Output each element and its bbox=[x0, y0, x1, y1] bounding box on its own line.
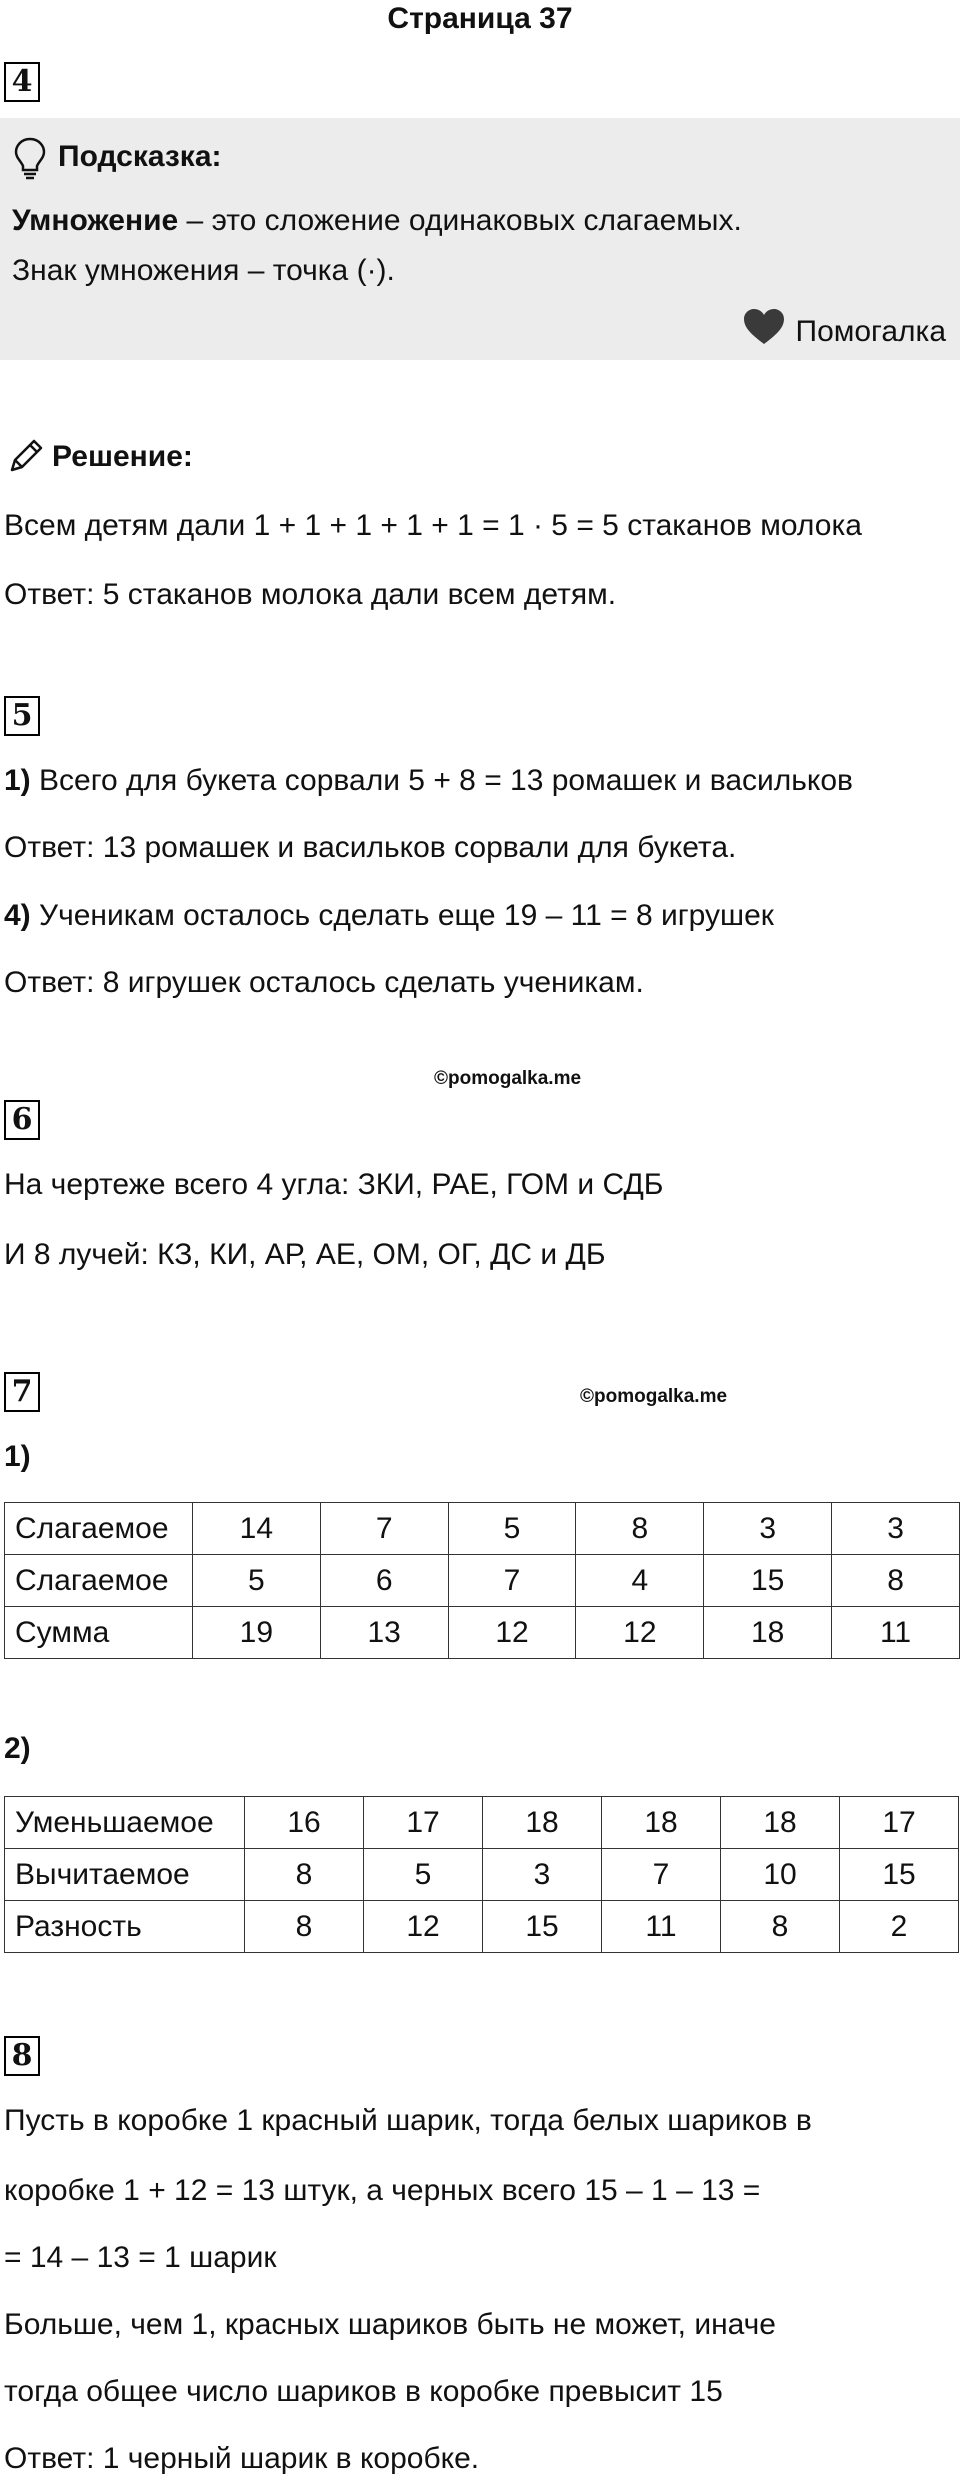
table-cell: 16 bbox=[245, 1797, 364, 1849]
pencil-icon bbox=[6, 436, 46, 481]
table-row bbox=[5, 1849, 959, 1901]
table-cell: 18 bbox=[602, 1797, 721, 1849]
table-cell: 3 bbox=[704, 1503, 832, 1555]
table-cell: 11 bbox=[832, 1607, 960, 1659]
table-cell: 18 bbox=[704, 1607, 832, 1659]
table-cell: 2 bbox=[840, 1901, 959, 1953]
table-cell: 8 bbox=[245, 1901, 364, 1953]
brand-label bbox=[742, 308, 947, 356]
task-number-5: 5 bbox=[4, 696, 40, 736]
task4-line: Всем детям дали 1 + 1 + 1 + 1 + 1 = 1 · 5 = 5 стаканов молока bbox=[4, 509, 862, 542]
task5-item4-text: Ученикам осталось сделать еще 19 – 11 = 8 игрушек bbox=[30, 899, 774, 932]
task6-rays: И 8 лучей: КЗ, КИ, АР, АЕ, ОМ, ОГ, ДС и ДБ bbox=[4, 1238, 606, 1271]
watermark: ©pomogalka.me bbox=[580, 1386, 728, 1407]
task5-item4-label: 4) bbox=[4, 899, 31, 932]
task5-item1-text: Всего для букета сорвали 5 + 8 = 13 ромашек и васильков bbox=[30, 764, 853, 797]
table-cell: 10 bbox=[721, 1849, 840, 1901]
table-cell: 3 bbox=[483, 1849, 602, 1901]
page-title: Страница 37 bbox=[387, 2, 573, 35]
hint-definition-text: – это сложение одинаковых слагаемых. bbox=[178, 204, 742, 237]
table-cell: 7 bbox=[320, 1503, 448, 1555]
table-cell: 8 bbox=[576, 1503, 704, 1555]
table-cell: 12 bbox=[448, 1607, 576, 1659]
task5-item4 bbox=[4, 897, 774, 935]
task5-item1 bbox=[4, 762, 853, 800]
table-row bbox=[5, 1503, 960, 1555]
table-row bbox=[5, 1607, 960, 1659]
table-cell: 8 bbox=[832, 1555, 960, 1607]
table-row bbox=[5, 1901, 959, 1953]
task6-angles: На чертеже всего 4 угла: ЗКИ, РАЕ, ГОМ и СДБ bbox=[4, 1168, 664, 1201]
task8-answer: Ответ: 1 черный шарик в коробке. bbox=[4, 2442, 480, 2475]
hint-definition bbox=[12, 202, 742, 240]
table-cell: 5 bbox=[192, 1555, 320, 1607]
table-cell: 12 bbox=[576, 1607, 704, 1659]
table-cell: 5 bbox=[448, 1503, 576, 1555]
task8-line: = 14 – 13 = 1 шарик bbox=[4, 2241, 277, 2274]
table-cell: 8 bbox=[245, 1849, 364, 1901]
table-cell: 17 bbox=[364, 1797, 483, 1849]
task7-part1-label: 1) bbox=[4, 1440, 31, 1473]
task-number-4: 4 bbox=[4, 62, 40, 102]
table-cell: 15 bbox=[483, 1901, 602, 1953]
task-number-6: 6 bbox=[4, 1100, 40, 1140]
table-cell: 6 bbox=[320, 1555, 448, 1607]
task5-answer1: Ответ: 13 ромашек и васильков сорвали для букета. bbox=[4, 831, 737, 864]
task8-line: Больше, чем 1, красных шариков быть не может, иначе bbox=[4, 2308, 776, 2341]
table-cell: 5 bbox=[364, 1849, 483, 1901]
hint-multiplication-sign: Знак умножения – точка (·). bbox=[12, 254, 395, 287]
task8-line: Пусть в коробке 1 красный шарик, тогда белых шариков в bbox=[4, 2104, 812, 2137]
table-cell: 13 bbox=[320, 1607, 448, 1659]
hint-term: Умножение bbox=[12, 204, 179, 237]
table-cell: 15 bbox=[840, 1849, 959, 1901]
table-cell: 15 bbox=[704, 1555, 832, 1607]
table-cell: 8 bbox=[721, 1901, 840, 1953]
row-header: Слагаемое bbox=[5, 1503, 193, 1555]
table-row bbox=[5, 1797, 959, 1849]
addition-table bbox=[4, 1502, 960, 1659]
watermark: ©pomogalka.me bbox=[434, 1068, 582, 1089]
task-number-8: 8 bbox=[4, 2036, 40, 2076]
solution-title: Решение: bbox=[52, 440, 193, 473]
hint-title: Подсказка: bbox=[58, 140, 222, 173]
heart-icon bbox=[742, 308, 786, 356]
row-header: Сумма bbox=[5, 1607, 193, 1659]
table-cell: 7 bbox=[448, 1555, 576, 1607]
task7-part2-label: 2) bbox=[4, 1732, 31, 1765]
row-header: Вычитаемое bbox=[5, 1849, 245, 1901]
table-cell: 17 bbox=[840, 1797, 959, 1849]
hint-box bbox=[0, 118, 960, 360]
row-header: Разность bbox=[5, 1901, 245, 1953]
table-cell: 4 bbox=[576, 1555, 704, 1607]
table-cell: 11 bbox=[602, 1901, 721, 1953]
brand-name: Помогалка bbox=[795, 315, 946, 348]
row-header: Слагаемое bbox=[5, 1555, 193, 1607]
table-cell: 14 bbox=[192, 1503, 320, 1555]
task4-answer: Ответ: 5 стаканов молока дали всем детям. bbox=[4, 578, 617, 611]
row-header: Уменьшаемое bbox=[5, 1797, 245, 1849]
task-number-7: 7 bbox=[4, 1372, 40, 1412]
table-row bbox=[5, 1555, 960, 1607]
table-cell: 19 bbox=[192, 1607, 320, 1659]
task8-line: тогда общее число шариков в коробке превысит 15 bbox=[4, 2375, 723, 2408]
table-cell: 18 bbox=[721, 1797, 840, 1849]
table-cell: 12 bbox=[364, 1901, 483, 1953]
table-cell: 18 bbox=[483, 1797, 602, 1849]
lightbulb-icon bbox=[12, 136, 48, 185]
table-cell: 7 bbox=[602, 1849, 721, 1901]
subtraction-table bbox=[4, 1796, 959, 1953]
task5-answer4: Ответ: 8 игрушек осталось сделать ученикам. bbox=[4, 966, 644, 999]
task5-item1-label: 1) bbox=[4, 764, 31, 797]
task8-line: коробке 1 + 12 = 13 штук, а черных всего 15 – 1 – 13 = bbox=[4, 2174, 761, 2207]
table-cell: 3 bbox=[832, 1503, 960, 1555]
